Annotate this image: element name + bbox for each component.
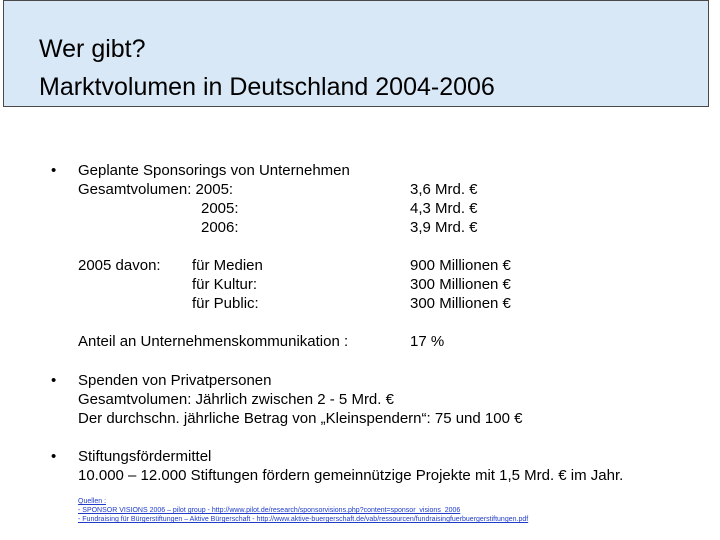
stiftungen-line-1: 10.000 – 12.000 Stiftungen fördern gemeinnützige Projekte mit 1,5 Mrd. € im Jahr. xyxy=(78,467,624,484)
value-3: 3,9 Mrd. € xyxy=(410,219,478,236)
spenden-heading: Spenden von Privatpersonen xyxy=(78,372,272,389)
year-2006: 2006: xyxy=(201,219,239,236)
sources-label: Quellen : xyxy=(78,498,107,505)
value-2: 4,3 Mrd. € xyxy=(410,200,478,217)
spenden-line-1: Gesamtvolumen: Jährlich zwischen 2 - 5 Mrd. € xyxy=(78,391,394,408)
davon-kultur: für Kultur: xyxy=(192,276,258,293)
bullet-sponsoring: • xyxy=(51,162,57,179)
sources xyxy=(78,497,528,524)
bullet-spenden: • xyxy=(51,372,57,389)
gesamtvolumen-label: Gesamtvolumen: 2005: xyxy=(78,181,234,198)
spenden-line-2: Der durchschn. jährliche Betrag von „Kleinspendern“: 75 und 100 € xyxy=(78,410,523,427)
bullet-stiftungen: • xyxy=(51,448,57,465)
title-line-2: Marktvolumen in Deutschland 2004-2006 xyxy=(39,73,495,101)
anteil-label: Anteil an Unternehmenskommunikation : xyxy=(78,333,349,350)
value-1: 3,6 Mrd. € xyxy=(410,181,478,198)
davon-value-public: 300 Millionen € xyxy=(410,295,511,312)
sponsoring-heading: Geplante Sponsorings von Unternehmen xyxy=(78,162,350,179)
title-box xyxy=(3,0,709,107)
stiftungen-heading: Stiftungsfördermittel xyxy=(78,448,212,465)
davon-medien: für Medien xyxy=(192,257,263,274)
source-link-1[interactable]: - SPONSOR VISIONS 2006 – pilot group - http://www.pilot.de/research/sponsorvisions.php?content=sponsor_visions_2006 xyxy=(78,507,461,514)
anteil-value: 17 % xyxy=(410,333,445,350)
davon-label: 2005 davon: xyxy=(78,257,161,274)
year-2005: 2005: xyxy=(201,200,239,217)
davon-value-medien: 900 Millionen € xyxy=(410,257,511,274)
davon-public: für Public: xyxy=(192,295,259,312)
source-link-2[interactable]: - Fundraising für Bürgerstiftungen – Aktive Bürgerschaft - http://www.aktive-buergerschaft.de/vab/ressourcen/fundraisingfuerbuergerstiftungen.pdf xyxy=(78,516,529,523)
title-line-1: Wer gibt? xyxy=(39,35,146,63)
davon-value-kultur: 300 Millionen € xyxy=(410,276,511,293)
